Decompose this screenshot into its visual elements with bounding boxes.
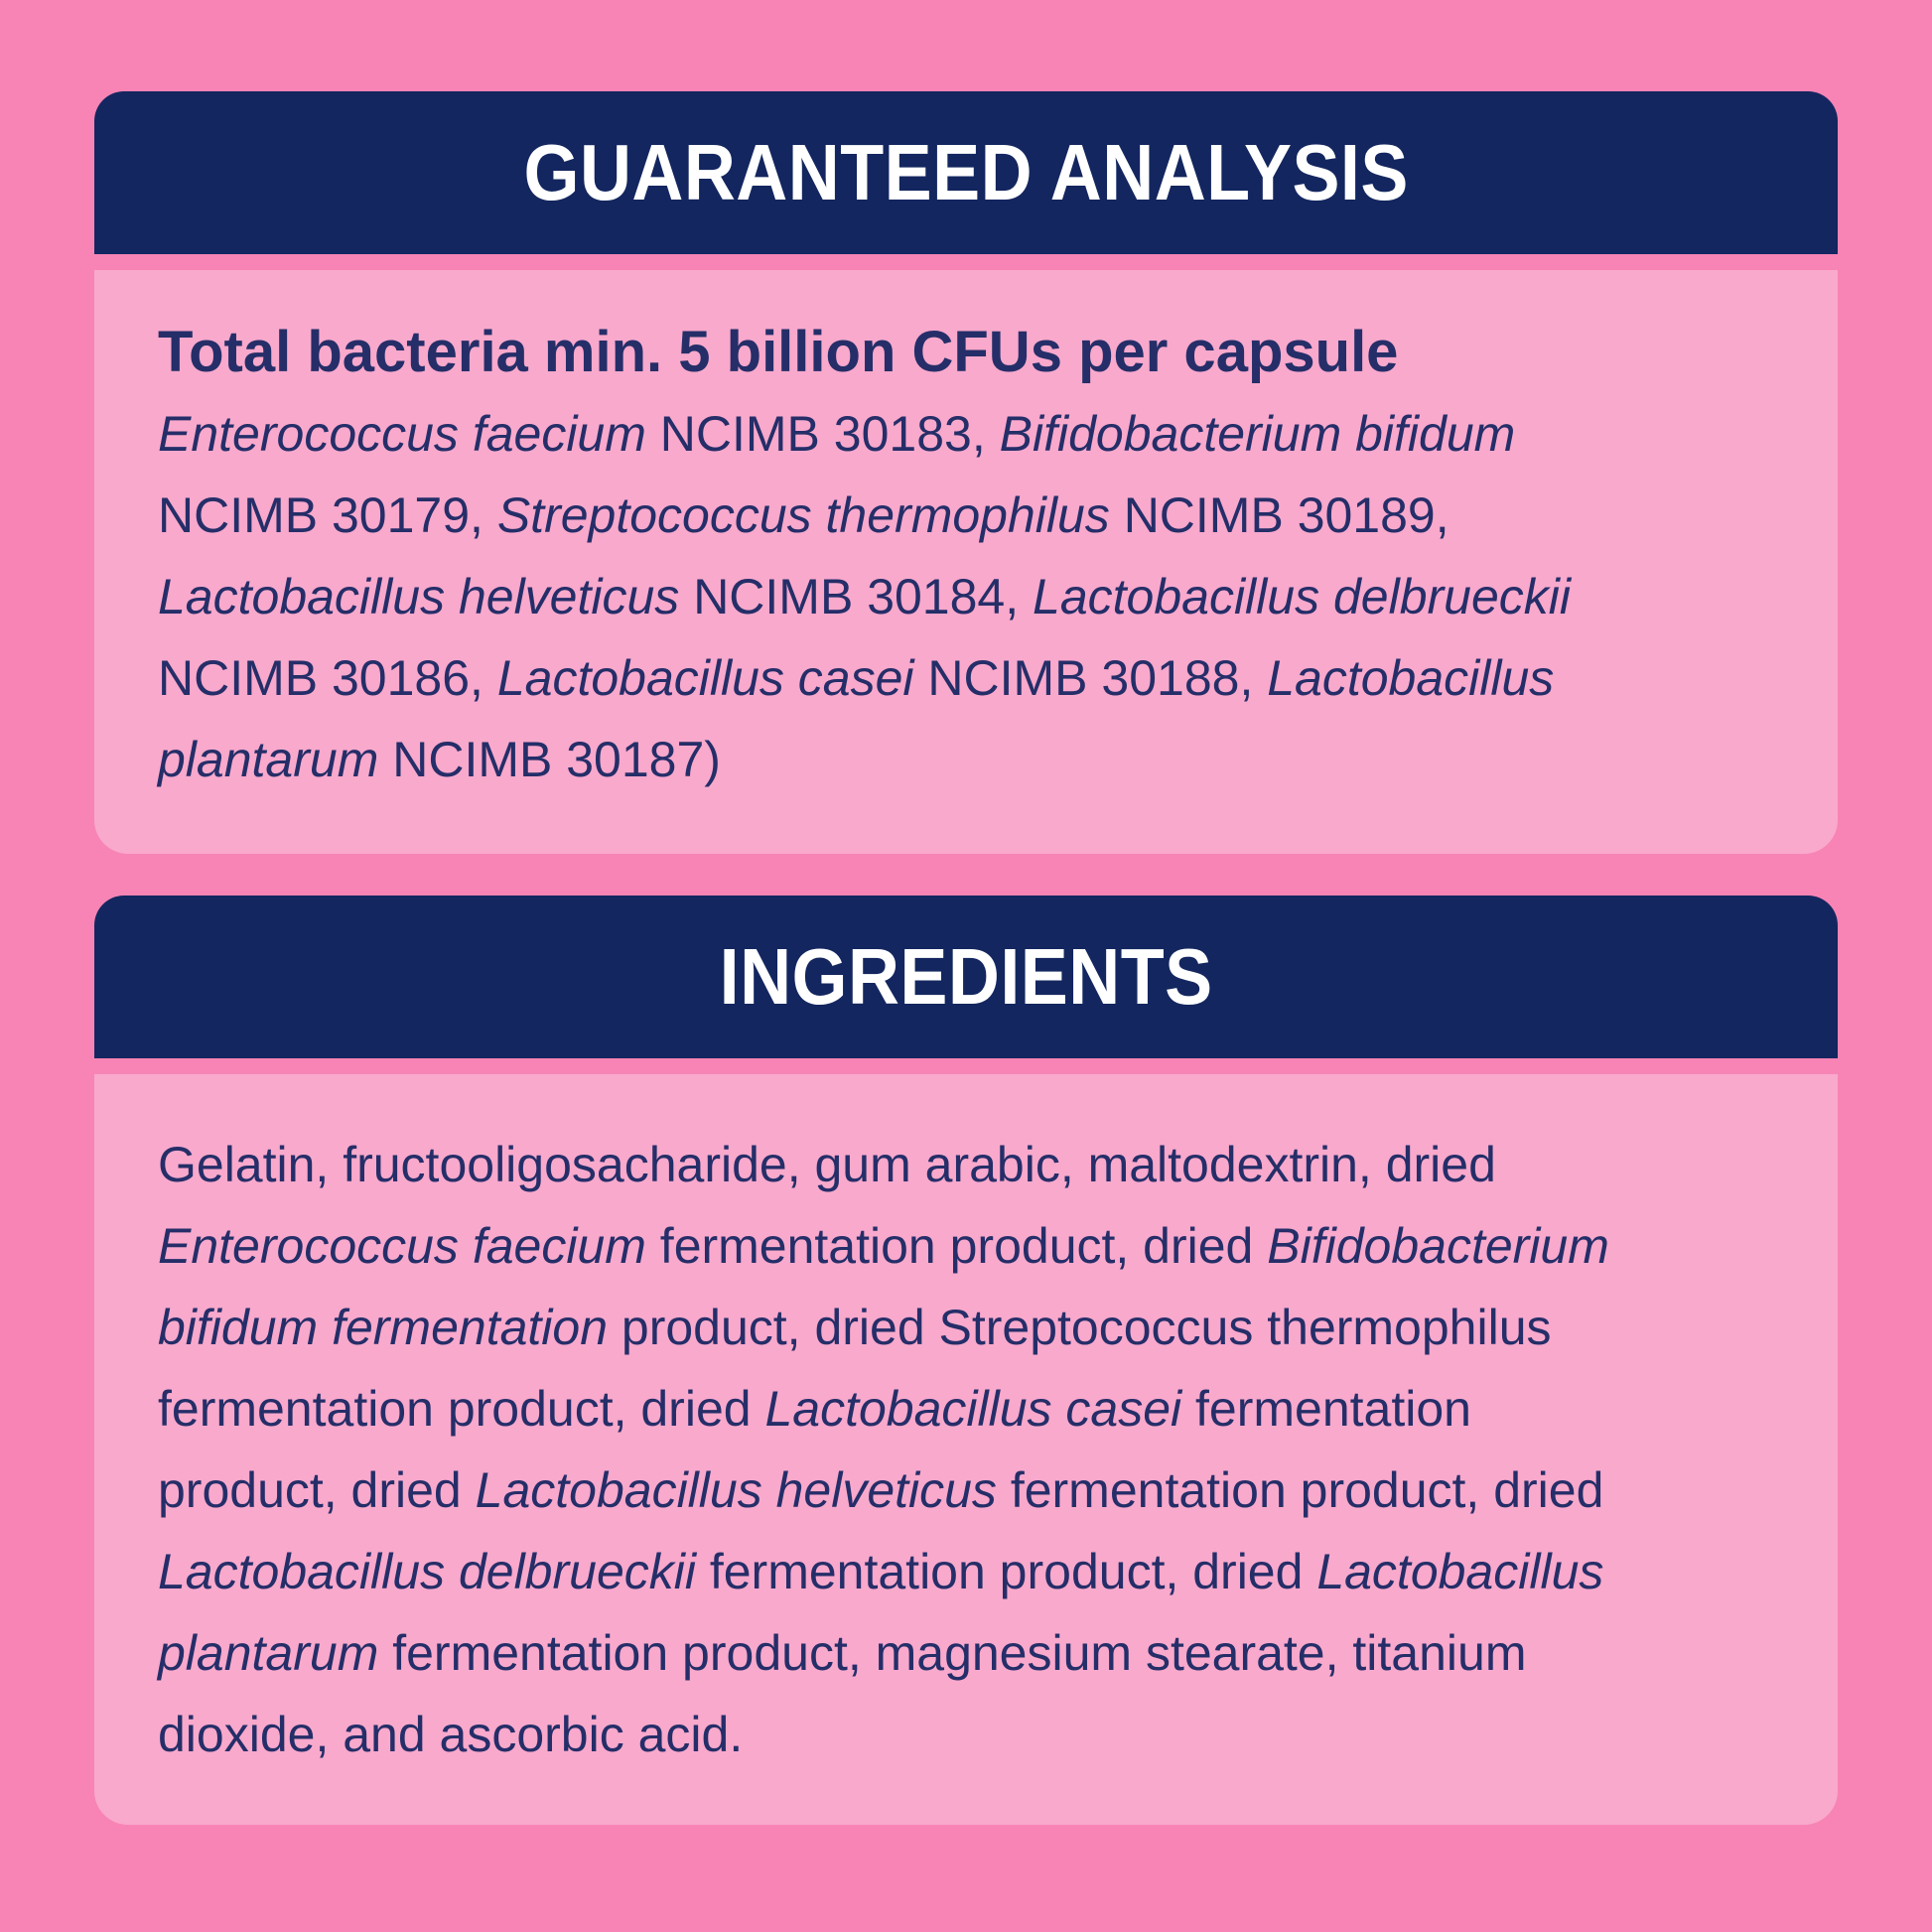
bacteria-strain-list (158, 393, 1774, 800)
text-line: dioxide, and ascorbic acid. (158, 1707, 744, 1762)
text-line: Enterococcus faecium fermentation product, dried Bifidobacterium (158, 1218, 1609, 1274)
text-line: product, dried Lactobacillus helveticus fermentation product, dried (158, 1462, 1604, 1518)
ingredients-list (158, 1124, 1774, 1775)
text-line: bifidum fermentation product, dried Streptococcus thermophilus (158, 1300, 1552, 1355)
ingredients-header-bar (94, 896, 1838, 1058)
ingredients-panel (94, 1074, 1838, 1825)
guaranteed-analysis-title: GUARANTEED ANALYSIS (523, 128, 1409, 216)
text-line: fermentation product, dried Lactobacillus casei fermentation (158, 1381, 1471, 1437)
text-line: Gelatin, fructooligosacharide, gum arabic, maltodextrin, dried (158, 1137, 1496, 1192)
text-line: Lactobacillus delbrueckii fermentation product, dried Lactobacillus (158, 1544, 1604, 1599)
guaranteed-analysis-panel (94, 270, 1838, 854)
text-line: NCIMB 30179, Streptococcus thermophilus NCIMB 30189, (158, 487, 1449, 543)
guaranteed-analysis-section (94, 91, 1838, 854)
ingredients-title: INGREDIENTS (719, 932, 1213, 1021)
text-line: plantarum NCIMB 30187) (158, 732, 721, 787)
text-line: NCIMB 30186, Lactobacillus casei NCIMB 30188, Lactobacillus (158, 650, 1555, 706)
text-line: plantarum fermentation product, magnesium stearate, titanium (158, 1625, 1527, 1681)
text-line: Enterococcus faecium NCIMB 30183, Bifidobacterium bifidum (158, 406, 1516, 462)
text-line: Lactobacillus helveticus NCIMB 30184, Lactobacillus delbrueckii (158, 569, 1571, 624)
guaranteed-analysis-header-bar (94, 91, 1838, 254)
ingredients-section (94, 896, 1838, 1825)
total-bacteria-line: Total bacteria min. 5 billion CFUs per capsule (158, 320, 1399, 384)
